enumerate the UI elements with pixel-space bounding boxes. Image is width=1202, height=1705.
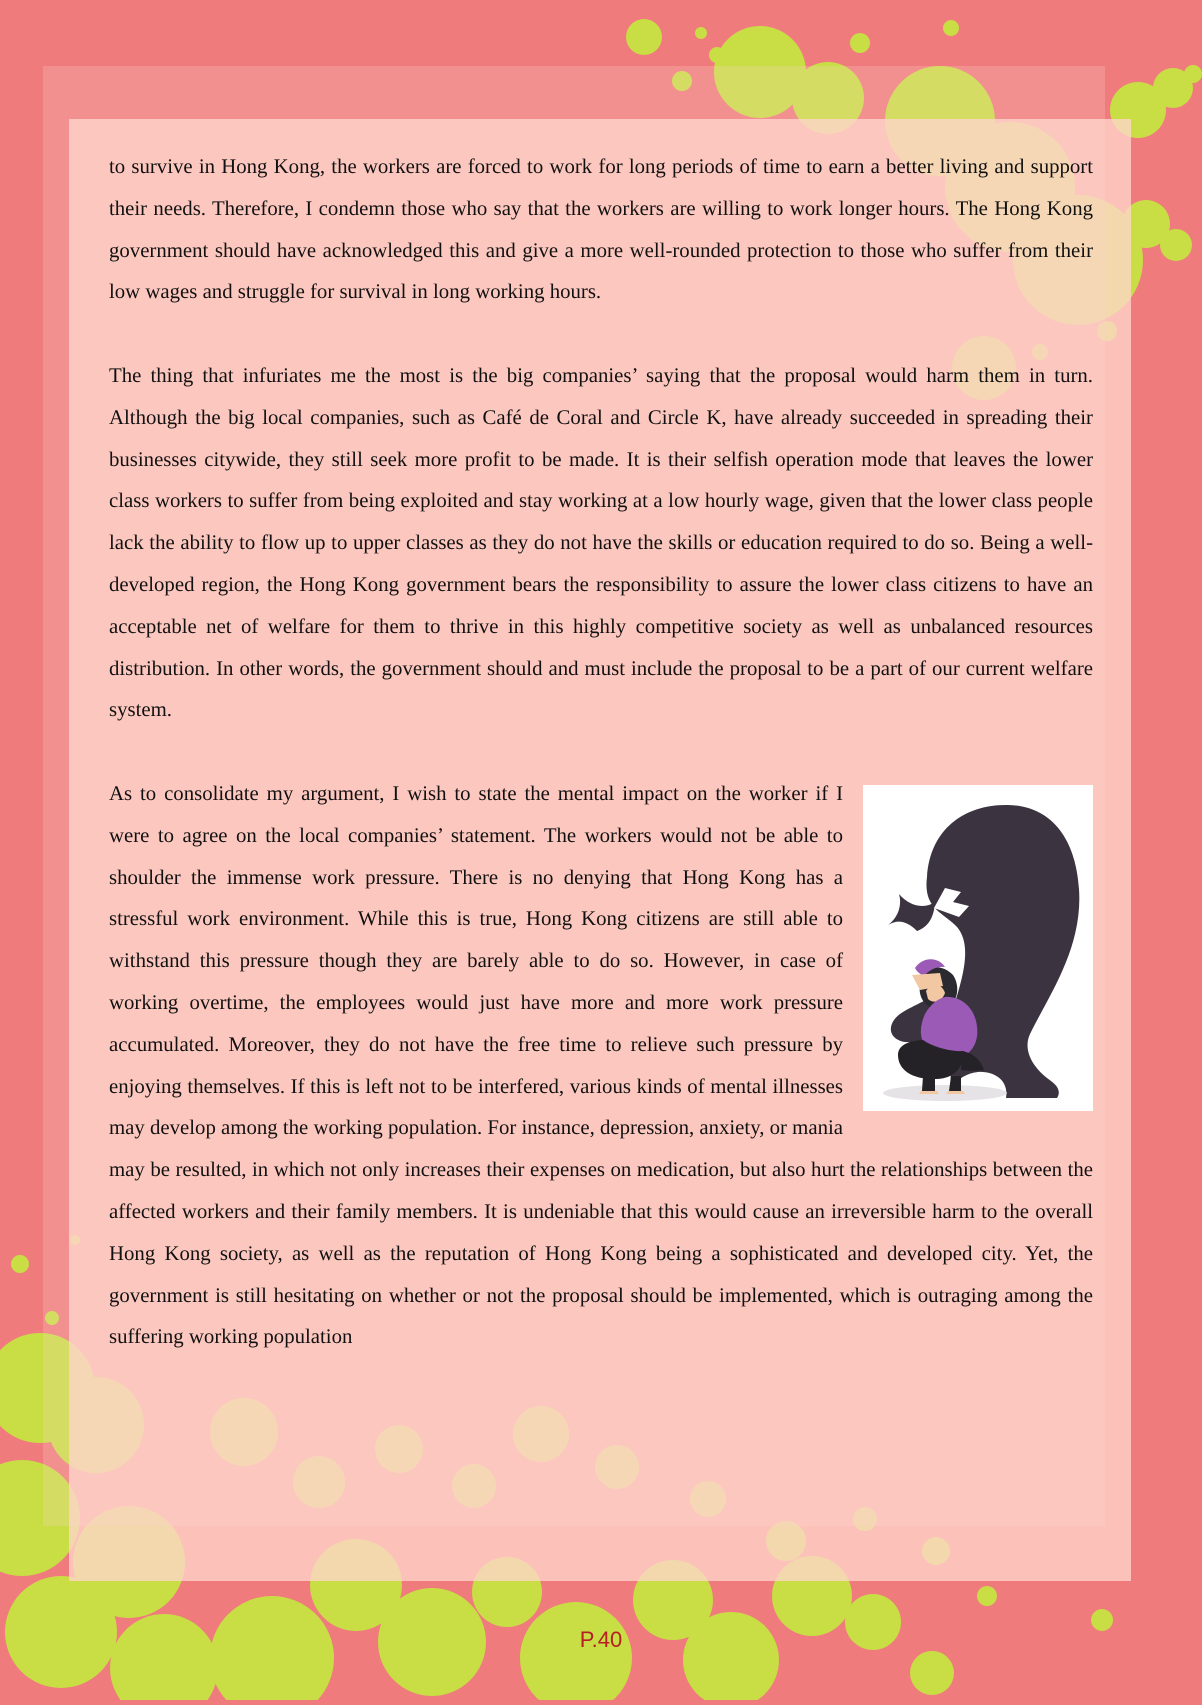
paragraph-mental-impact: As to consolidate my argument, I wish to state the mental impact on the worker if I were to agree on the local companies’ statement. The workers would not be able to shoulder the immense work pressure. There is no denying that Hong Kong has a stressful work environment. While this is true, Hong Kong citizens are still able to withstand this pressure though they are barely able to do so. However, in case of working overtime, the employees would just have more and more work pressure accumulated. Moreover, they do not have the free time to relieve such pressure by enjoying themselves. If this is left not to be interfered, various kinds of mental illnesses may develop among the working population. For instance, depression, anxiety, or mania may be resulted, in which not only increases their expenses on medication, but also hurt the relationships between the affected workers and their family members. It is undeniable that this would cause an irreversible harm to the overall Hong Kong society, as well as the reputation of Hong Kong being a sophisticated and developed city. Yet, the government is still hesitating on whether or not the proposal should be implemented, which is outraging among the suffering working population <box>109 781 1093 1349</box>
stress-shadow-illustration <box>863 785 1093 1111</box>
article-content <box>109 146 1093 1358</box>
page-number: P.40 <box>579 1627 623 1652</box>
paragraph-working-hours: to survive in Hong Kong, the workers are forced to work for long periods of time to earn a better living and support their needs. Therefore, I condemn those who say that the workers are willing to work longer hours. The Hong Kong government should have acknowledged this and give a more well-rounded protection to those who suffer from their low wages and struggle for survival in long working hours. <box>109 155 1093 304</box>
paragraph-big-companies: The thing that infuriates me the most is the big companies’ saying that the proposal would harm them in turn. Although the big local companies, such as Café de Coral and Circle K, have already succeeded in spreading their businesses citywide, they still seek more profit to be made. It is their selfish operation mode that leaves the lower class workers to suffer from being exploited and stay working at a low hourly wage, given that the lower class people lack the ability to flow up to upper classes as they do not have the skills or education required to do so. Being a well-developed region, the Hong Kong government bears the responsibility to assure the lower class citizens to have an acceptable net of welfare for them to thrive in this highly competitive society as well as unbalanced resources distribution. In other words, the government should and must include the proposal to be a part of our current welfare system. <box>109 363 1093 722</box>
